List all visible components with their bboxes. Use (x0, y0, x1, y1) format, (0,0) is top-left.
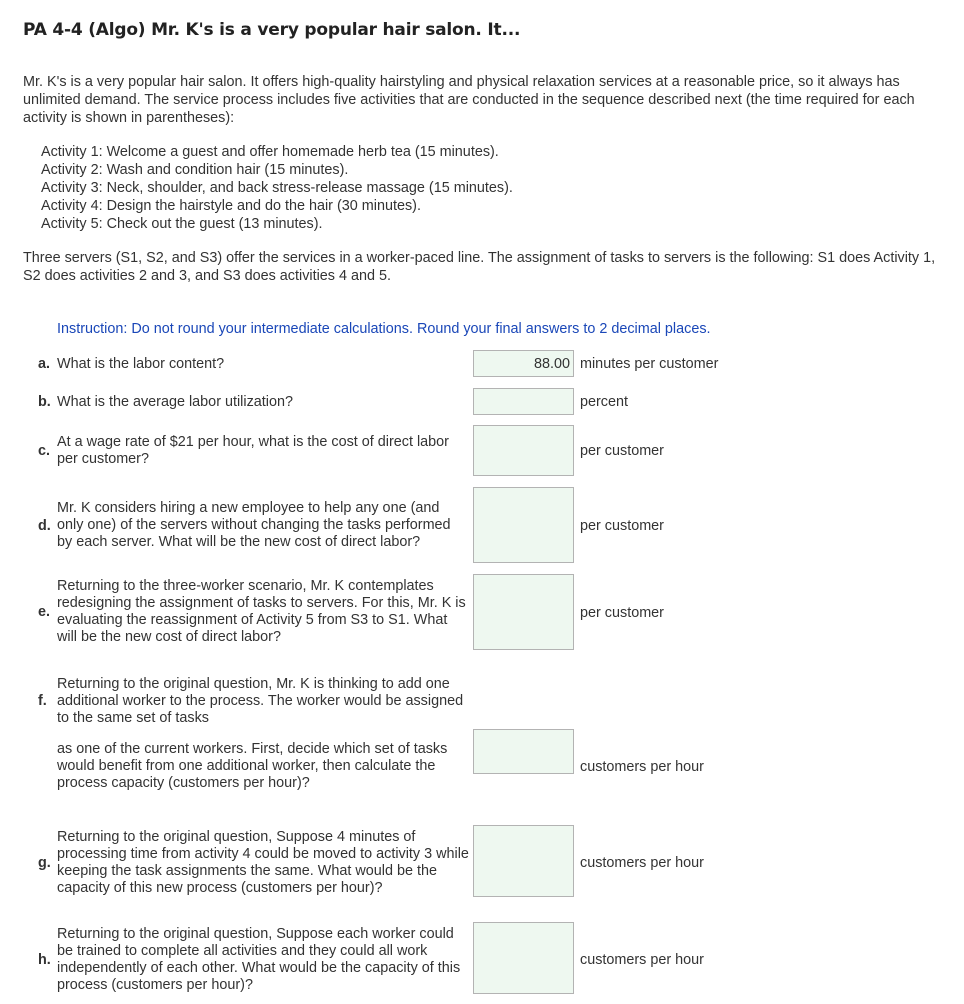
question-letter: e. (38, 604, 51, 620)
answer-f-input[interactable] (473, 729, 574, 774)
question-text: What is the average labor utilization? (57, 394, 293, 410)
question-text: At a wage rate of $21 per hour, what is the cost of direct labor per customer? (57, 434, 449, 467)
answer-b-input[interactable] (473, 388, 574, 415)
instruction-text: Instruction: Do not round your intermediate calculations. Round your final answers to 2 decimal places. (57, 321, 711, 337)
unit-label: customers per hour (580, 855, 704, 871)
answer-c-input[interactable] (473, 425, 574, 476)
activity-list (41, 143, 513, 233)
unit-label: minutes per customer (580, 356, 719, 372)
unit-label: per customer (580, 518, 664, 534)
question-letter: f. (38, 693, 47, 709)
page-title: PA 4-4 (Algo) Mr. K's is a very popular hair salon. It... (23, 20, 521, 40)
question-letter: c. (38, 443, 51, 459)
question-text: Returning to the original question, Mr. K is thinking to add one additional worker to the process. The worker would be assigned to the same set of tasks (57, 676, 464, 726)
question-text: Returning to the original question, Suppose each worker could be trained to complete all activities and they could all work independently of each other. What would be the capacity of this process (customers per hour)? (57, 926, 461, 993)
answer-g-input[interactable] (473, 825, 574, 897)
question-text: Mr. K considers hiring a new employee to help any one (and only one) of the servers without changing the tasks performed by each server. What will be the new cost of direct labor? (57, 500, 451, 550)
answer-e-input[interactable] (473, 574, 574, 650)
question-letter: d. (38, 518, 51, 534)
unit-label: per customer (580, 443, 664, 459)
activity-item: Activity 2: Wash and condition hair (15 minutes). (41, 162, 349, 178)
unit-label: customers per hour (580, 759, 704, 775)
assignment-paragraph: Three servers (S1, S2, and S3) offer the services in a worker-paced line. The assignment of tasks to servers is the following: S1 does Activity 1, S2 does activities 2 and 3, and S3 does activities 4 and 5. (23, 250, 936, 284)
question-text: Returning to the three-worker scenario, Mr. K contemplates redesigning the assignment of tasks to servers. For this, Mr. K is evaluating the reassignment of Activity 5 from S3 to S1. What will be the new cost of direct labor? (57, 578, 466, 645)
question-text-continued: as one of the current workers. First, decide which set of tasks would benefit from one additional worker, then calculate the process capacity (customers per hour)? (57, 741, 448, 791)
unit-label: percent (580, 394, 628, 410)
activity-item: Activity 1: Welcome a guest and offer homemade herb tea (15 minutes). (41, 144, 499, 160)
activity-item: Activity 3: Neck, shoulder, and back stress-release massage (15 minutes). (41, 180, 513, 196)
unit-label: customers per hour (580, 952, 704, 968)
answer-a-input[interactable] (473, 350, 574, 377)
question-letter: a. (38, 356, 51, 372)
question-letter: b. (38, 394, 51, 410)
unit-label: per customer (580, 605, 664, 621)
question-letter: h. (38, 952, 51, 968)
activity-item: Activity 4: Design the hairstyle and do the hair (30 minutes). (41, 198, 421, 214)
answer-d-input[interactable] (473, 487, 574, 563)
question-letter: g. (38, 855, 51, 871)
activity-item: Activity 5: Check out the guest (13 minutes). (41, 216, 323, 232)
question-text: Returning to the original question, Suppose 4 minutes of processing time from activity 4 could be moved to activity 3 while keeping the task assignments the same. What would be the capacity of this new process (customers per hour)? (57, 829, 469, 896)
intro-paragraph: Mr. K's is a very popular hair salon. It offers high-quality hairstyling and physical relaxation services at a reasonable price, so it always has unlimited demand. The service process includes five activities that are conducted in the sequence described next (the time required for each activity is shown in parentheses): (23, 74, 915, 126)
answer-h-input[interactable] (473, 922, 574, 994)
question-text: What is the labor content? (57, 356, 225, 372)
